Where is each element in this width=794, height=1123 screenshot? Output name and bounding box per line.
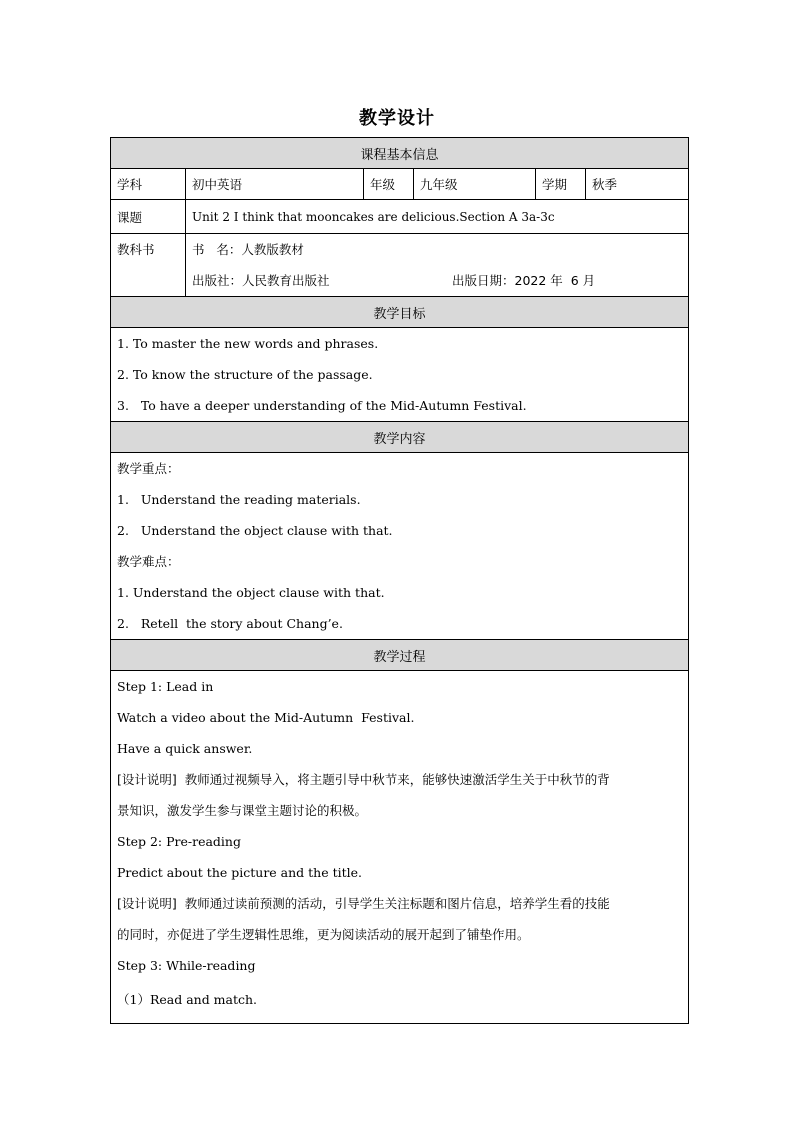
objective-item: 2. To know the structure of the passage. xyxy=(117,367,373,382)
design-note-2-cont: 的同时，亦促进了学生逻辑性思维，更为阅读活动的展开起到了铺垫作用。 xyxy=(117,927,530,942)
textbook-label: 教科书 xyxy=(111,234,186,297)
design-note-1-cont: 景知识，激发学生参与课堂主题讨论的积极。 xyxy=(117,803,368,818)
lesson-plan-table xyxy=(110,137,689,1024)
objectives-list xyxy=(111,328,689,422)
step-1-activity: Watch a video about the Mid-Autumn Festival. xyxy=(117,710,415,725)
topic-label: 课题 xyxy=(111,200,186,234)
content-block xyxy=(111,453,689,640)
topic-value: Unit 2 I think that mooncakes are delicious.Section A 3a-3c xyxy=(186,200,689,234)
subject-value: 初中英语 xyxy=(186,169,364,200)
step-1-activity: Have a quick answer. xyxy=(117,741,253,756)
grade-label: 年级 xyxy=(364,169,414,200)
step-2-activity: Predict about the picture and the title. xyxy=(117,865,363,880)
step-3-title: Step 3: While-reading xyxy=(117,958,256,973)
page-title: 教学设计 xyxy=(359,108,435,129)
step-2-title: Step 2: Pre-reading xyxy=(117,834,241,849)
textbook-info xyxy=(186,234,689,297)
step-3-activity: （1）Read and match. xyxy=(117,992,258,1007)
section-header-content: 教学内容 xyxy=(111,422,689,453)
key-points-label: 教学重点： xyxy=(117,461,180,476)
design-note-1: [设计说明] 教师通过视频导入，将主题引导中秋节来，能够快速激活学生关于中秋节的背 xyxy=(117,772,610,787)
difficult-points-label: 教学难点： xyxy=(117,554,180,569)
publisher: 出版社：人民教育出版社 xyxy=(192,273,330,288)
grade-value: 九年级 xyxy=(414,169,536,200)
step-1-title: Step 1: Lead in xyxy=(117,679,214,694)
key-point-item: 1. Understand the reading materials. xyxy=(117,492,361,507)
subject-label: 学科 xyxy=(111,169,186,200)
objective-item: 1. To master the new words and phrases. xyxy=(117,336,379,351)
book-name: 书 名：人教版教材 xyxy=(192,242,304,257)
difficult-point-item: 2. Retell the story about Chang’e. xyxy=(117,616,343,631)
term-value: 秋季 xyxy=(586,169,689,200)
section-header-objectives: 教学目标 xyxy=(111,297,689,328)
section-header-basic-info: 课程基本信息 xyxy=(111,138,689,169)
difficult-point-item: 1. Understand the object clause with that. xyxy=(117,585,385,600)
publication-date: 出版日期：2022 年 6 月 xyxy=(452,273,596,288)
objective-item: 3. To have a deeper understanding of the Mid-Autumn Festival. xyxy=(117,398,527,413)
term-label: 学期 xyxy=(536,169,586,200)
design-note-2: [设计说明] 教师通过读前预测的活动，引导学生关注标题和图片信息，培养学生看的技能 xyxy=(117,896,610,911)
publisher-row xyxy=(192,265,682,296)
process-block xyxy=(111,671,689,1024)
section-header-process: 教学过程 xyxy=(111,640,689,671)
key-point-item: 2. Understand the object clause with that. xyxy=(117,523,393,538)
